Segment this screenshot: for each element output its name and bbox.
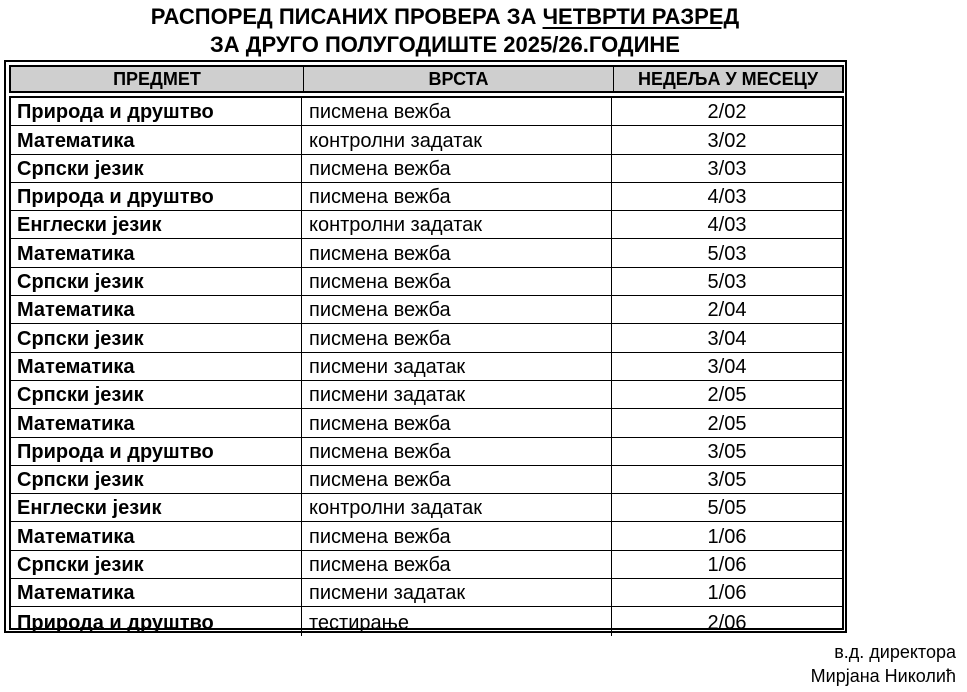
table-row [11,438,842,466]
title-prefix: РАСПОРЕД ПИСАНИХ ПРОВЕРА ЗА [150,4,543,29]
week-cell: 1/06 [707,525,747,548]
week-cell: 2/05 [707,384,747,407]
week-cell: 3/05 [707,440,747,463]
type-cell: писмена вежба [302,183,612,210]
subject-cell: Математика [11,353,302,380]
type-cell: писмена вежба [302,268,612,295]
table-row [11,126,842,154]
week-cell: 4/03 [707,214,747,237]
subject-cell: Српски језик [11,381,302,408]
table-row [11,494,842,522]
type-cell: писмена вежба [302,296,612,323]
signature-role: в.д. директора [834,642,956,662]
table-row [11,296,842,324]
subject-cell: Српски језик [11,155,302,182]
type-cell: писмени задатак [302,353,612,380]
week-cell: 3/05 [707,469,747,492]
type-cell: писмена вежба [302,409,612,436]
type-cell: контролни задатак [302,494,612,521]
table-row [11,98,842,126]
table-row [11,551,842,579]
subject-cell: Природа и друштво [11,607,302,635]
table-row [11,155,842,183]
subject-cell: Српски језик [11,466,302,493]
subject-cell: Природа и друштво [11,183,302,210]
week-cell: 3/02 [707,129,747,152]
subject-cell: Српски језик [11,324,302,351]
table-row [11,353,842,381]
type-cell: писмена вежба [302,466,612,493]
week-cell: 3/03 [707,157,747,180]
type-cell: писмена вежба [302,98,612,125]
type-cell: писмена вежба [302,324,612,351]
document-title-line-1 [0,3,890,30]
signature-name: Мирјана Николић [810,666,956,686]
subject-cell: Српски језик [11,551,302,578]
title-grade: ЧЕТВРТИ РАЗРЕД [542,4,740,29]
schedule-table [4,60,847,633]
subject-cell: Природа и друштво [11,438,302,465]
subject-cell: Математика [11,579,302,606]
week-cell: 2/02 [707,101,747,124]
week-cell: 1/06 [707,582,747,605]
table-row [11,324,842,352]
table-row [11,268,842,296]
table-row [11,579,842,607]
subject-cell: Математика [11,522,302,549]
document-title-line-2: ЗА ДРУГО ПОЛУГОДИШТЕ 2025/26.ГОДИНЕ [210,32,680,57]
subject-cell: Математика [11,239,302,266]
table-row [11,211,842,239]
table-row [11,239,842,267]
type-cell: писмена вежба [302,239,612,266]
subject-cell: Математика [11,126,302,153]
week-cell: 5/03 [707,242,747,265]
week-cell: 1/06 [707,554,747,577]
type-cell: писмени задатак [302,381,612,408]
table-row [11,381,842,409]
type-cell: контролни задатак [302,211,612,238]
table-row [11,522,842,550]
table-row [11,183,842,211]
week-cell: 5/05 [707,497,747,520]
type-cell: тестирање [302,607,612,635]
type-cell: писмена вежба [302,522,612,549]
table-body [9,96,844,634]
subject-cell: Српски језик [11,268,302,295]
subject-cell: Природа и друштво [11,98,302,125]
type-cell: писмена вежба [302,438,612,465]
subject-cell: Енглески језик [11,494,302,521]
subject-cell: Енглески језик [11,211,302,238]
week-cell: 2/05 [707,412,747,435]
table-row [11,466,842,494]
header-type: ВРСТА [304,67,614,91]
week-cell: 2/04 [707,299,747,322]
table-header [9,65,844,93]
table-row [11,607,842,635]
subject-cell: Математика [11,296,302,323]
type-cell: контролни задатак [302,126,612,153]
week-cell: 4/03 [707,186,747,209]
type-cell: писмена вежба [302,155,612,182]
type-cell: писмени задатак [302,579,612,606]
table-row [11,409,842,437]
week-cell: 3/04 [707,355,747,378]
week-cell: 2/06 [707,611,747,634]
week-cell: 3/04 [707,327,747,350]
header-week: НЕДЕЉА У МЕСЕЦУ [637,68,819,89]
subject-cell: Математика [11,409,302,436]
week-cell: 5/03 [707,271,747,294]
header-subject: ПРЕДМЕТ [11,67,304,91]
type-cell: писмена вежба [302,551,612,578]
